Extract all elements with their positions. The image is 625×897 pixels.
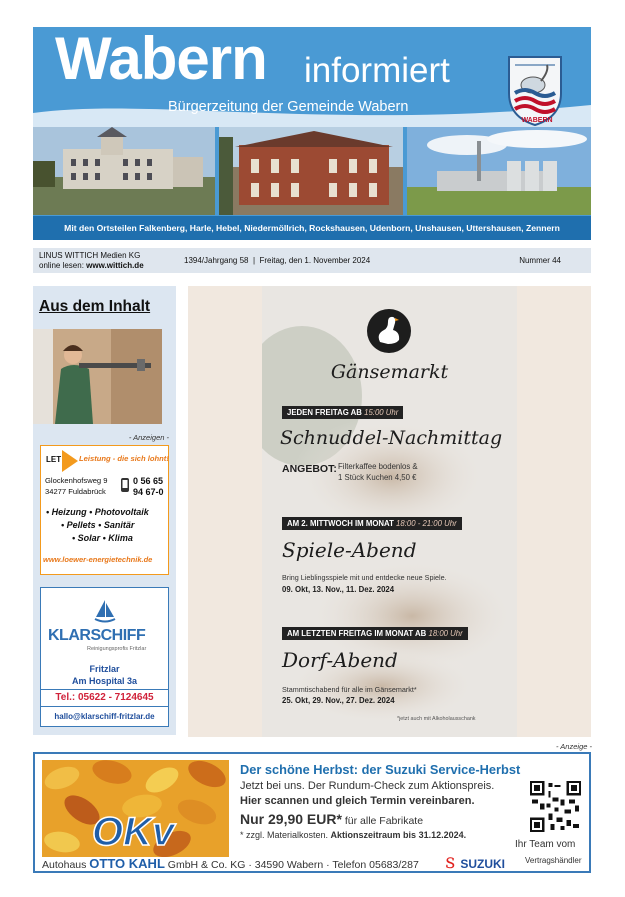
ribbon-wednesday (282, 517, 462, 530)
photo-strip (33, 127, 591, 215)
station-photo (219, 127, 403, 215)
ad-headline: Der schöne Herbst: der Suzuki Service-Herbst (240, 762, 521, 777)
qr-code-icon[interactable] (530, 781, 581, 832)
ribbon-friday-label: JEDEN FREITAG AB (287, 408, 362, 417)
offer-line-2: 1 Stück Kuchen 4,50 € (338, 473, 417, 482)
publisher: LINUS WITTICH Medien KG (39, 251, 141, 260)
suzuki-logo-icon: Ｓ (443, 855, 457, 871)
gaensemarkt-poster (262, 286, 517, 737)
feature-ad-area (188, 286, 591, 737)
sidebar (33, 286, 176, 735)
issue-details: 1394/Jahrgang 58 | Freitag, den 1. November 2024 (184, 256, 371, 265)
event-dorf-dates: 25. Okt, 29. Nov., 27. Dez. 2024 (282, 696, 395, 705)
newspaper-subtitle: Bürgerzeitung der Gemeinde Wabern (168, 99, 409, 115)
shooting-sport-photo (33, 329, 162, 424)
sugar-factory-photo (407, 127, 591, 215)
let-tagline: Leistung - die sich lohnt! (79, 454, 169, 463)
let-phone-prefix: 0 56 65 (133, 476, 164, 486)
ads-label: - Anzeigen - (128, 433, 169, 442)
let-city: 34277 Fuldabrück (45, 487, 106, 496)
event-spiele-description: Bring Lieblingsspiele mit und entdecke neue Spiele. (282, 573, 447, 582)
online-url-link[interactable]: www.wittich.de (86, 261, 144, 270)
goose-logo-icon (366, 308, 412, 354)
team-text: Ihr Team vom (515, 839, 576, 850)
poster-footnote: *jetzt auch mit Alkoholausschank (397, 716, 476, 722)
ribbon-last-friday-time: 18:00 Uhr (428, 629, 463, 638)
newspaper-title: Wabern (55, 25, 267, 92)
let-service-1: • Heizung • Photovoltaik (46, 507, 149, 517)
let-service-3: • Solar • Klima (72, 533, 133, 543)
let-street: Glockenhofsweg 9 (45, 476, 108, 485)
castle-photo (33, 127, 215, 215)
event-spiele-dates: 09. Okt, 13. Nov., 11. Dez. 2024 (282, 585, 395, 594)
ad-footnote-b: Aktionszeitraum bis 31.12.2024. (330, 830, 467, 840)
dealer-name: OTTO KAHL (89, 856, 165, 871)
offer-label: ANGEBOT: (282, 463, 337, 475)
issue-info-bar (33, 248, 591, 273)
event-schnuddel: Schnuddel-Nachmittag (280, 427, 503, 449)
dealer-prefix: Autohaus (42, 859, 90, 871)
let-website-link[interactable]: www.loewer-energietechnik.de (43, 555, 153, 564)
ribbon-friday-time: 15:00 Uhr (364, 408, 399, 417)
ribbon-last-friday-label: AM LETZTEN FREITAG IM MONAT AB (287, 629, 427, 638)
ribbon-wednesday-label: AM 2. MITTWOCH IM MONAT (287, 519, 394, 528)
ribbon-wednesday-time: 18:00 - 21:00 Uhr (396, 519, 457, 528)
crest-label: WABERN (521, 117, 553, 124)
ad-line-1: Jetzt bei uns. Der Rundum-Check zum Aktionspreis. (240, 780, 495, 792)
sailboat-icon (93, 600, 117, 624)
okv-logo: OKv (92, 810, 175, 854)
offer-line-1: Filterkaffee bodenlos & (338, 462, 418, 471)
event-dorf-description: Stammtischabend für alle im Gänsemarkt* (282, 685, 417, 694)
online-prefix: online lesen: (39, 261, 84, 270)
klarschiff-email-link[interactable]: hallo@klarschiff-fritzlar.de (54, 712, 155, 721)
ad-price-value: Nur 29,90 EUR* (240, 811, 342, 827)
masthead (33, 27, 591, 240)
ad-price (240, 811, 423, 827)
event-dorf: Dorf-Abend (282, 648, 398, 672)
newspaper-title-suffix: informiert (304, 51, 450, 90)
let-service-2: • Pellets • Sanitär (61, 520, 135, 530)
event-spiele: Spiele-Abend (282, 538, 417, 562)
ad-label: - Anzeige - (556, 742, 592, 751)
poster-title: Gänsemarkt (330, 361, 449, 383)
dealer-address (42, 856, 419, 871)
suzuki-brand-name: SUZUKI (460, 857, 506, 871)
let-logo-text: LET (46, 455, 62, 464)
ribbon-last-friday (282, 627, 468, 640)
klarschiff-city: Fritzlar (89, 664, 120, 674)
municipal-crest-icon (503, 53, 567, 127)
autumn-leaves-image (42, 760, 229, 857)
issue-number: Nummer 44 (519, 256, 561, 265)
online-read (39, 261, 144, 271)
dealer-type: Vertragshändler (525, 856, 582, 865)
dealer-details: GmbH & Co. KG · 34590 Wabern · Telefon 05683/287 (164, 859, 419, 871)
ad-line-2: Hier scannen und gleich Termin vereinbaren. (240, 795, 475, 807)
suzuki-brand (443, 853, 505, 873)
loewer-ad[interactable] (40, 445, 169, 575)
klarschiff-subline: Reinigungsprofis Fritzlar (87, 646, 147, 652)
klarschiff-brand: KLARSCHIFF (48, 627, 146, 644)
ad-footnote (240, 830, 466, 840)
klarschiff-ad[interactable] (40, 587, 169, 727)
districts-band: Mit den Ortsteilen Falkenberg, Harle, Hebel, Niedermöllrich, Rockshausen, Udenborn, Unshausen, Uttershausen, Zennern (33, 216, 591, 240)
let-phone-number: 94 67-0 (133, 487, 164, 497)
klarschiff-phone[interactable]: Tel.: 05622 - 7124645 (55, 692, 154, 703)
contents-heading: Aus dem Inhalt (39, 298, 151, 315)
ad-footnote-a: * zzgl. Materialkosten. (240, 830, 331, 840)
klarschiff-street: Am Hospital 3a (71, 676, 138, 686)
suzuki-service-ad[interactable] (33, 752, 591, 873)
ribbon-friday (282, 406, 403, 419)
phone-icon (120, 478, 130, 492)
ad-price-suffix: für alle Fabrikate (341, 815, 424, 827)
